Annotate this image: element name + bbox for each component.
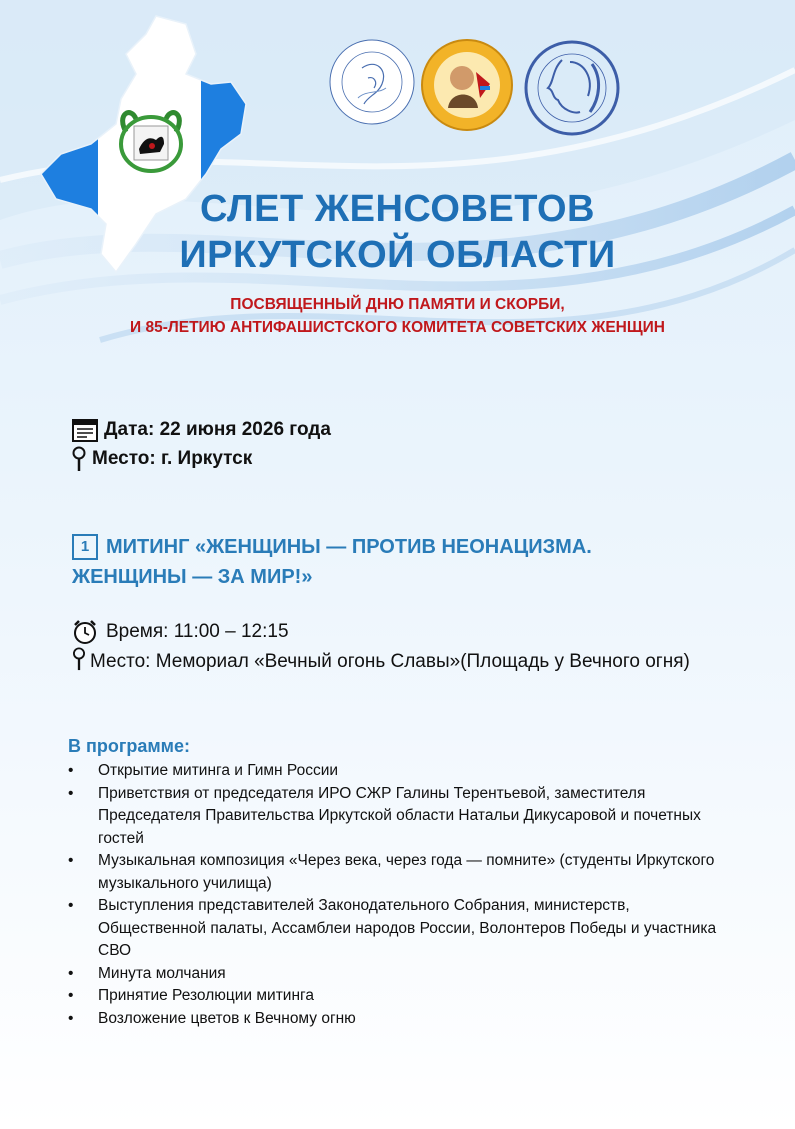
location-pin-icon: [72, 647, 86, 671]
list-item: • Минута молчания: [68, 963, 718, 986]
event-place: [72, 446, 252, 472]
alarm-clock-icon: [72, 619, 98, 645]
list-item: • Приветствия от председателя ИРО СЖР Галины Терентьевой, заместителя Председателя Правительства Иркутской области Натальи Дикусаровой и почетных гостей: [68, 783, 718, 851]
section-1-time: [72, 618, 752, 645]
page-title-line-1: СЛЕТ ЖЕНСОВЕТОВ: [199, 188, 595, 230]
list-item: • Возложение цветов к Вечному огню: [68, 1008, 718, 1031]
list-item: • Выступления представителей Законодательного Собрания, министерств, Общественной палаты, Ассамблеи народов России, Волонтеров Победы и участника СВО: [68, 895, 718, 963]
subtitle-line-2: И 85-ЛЕТИЮ АНТИФАШИСТСКОГО КОМИТЕТА СОВЕТСКИХ ЖЕНЩИН: [130, 319, 665, 336]
woman-profile-icon: [522, 38, 622, 138]
subtitle-line-1: ПОСВЯЩЕННЫЙ ДНЮ ПАМЯТИ И СКОРБИ,: [230, 296, 565, 313]
page-title-line-2: ИРКУТСКОЙ ОБЛАСТИ: [179, 234, 616, 276]
woman-portrait-icon: [420, 38, 514, 132]
section-1-time-text: Время: 11:00 – 12:15: [106, 621, 289, 642]
section-1-title: [72, 532, 712, 592]
calendar-icon: [72, 418, 98, 442]
woman-profile-sketch-icon: [328, 38, 416, 126]
list-item: • Принятие Резолюции митинга: [68, 985, 718, 1008]
location-pin-icon: [72, 446, 86, 472]
section-1-place: [72, 647, 752, 675]
section-1-title-line-2: ЖЕНЩИНЫ — ЗА МИР!»: [72, 566, 313, 588]
list-item: • Музыкальная композиция «Через века, через года — помните» (студенты Иркутского музыкального училища): [68, 850, 718, 895]
program-heading: В программе:: [68, 736, 191, 756]
program-list: [68, 760, 718, 1030]
section-number-badge: 1: [72, 534, 98, 560]
list-item: • Открытие митинга и Гимн России: [68, 760, 718, 783]
section-1-title-line-1: МИТИНГ «ЖЕНЩИНЫ — ПРОТИВ НЕОНАЦИЗМА.: [106, 536, 592, 558]
section-1-place-text: Место: Мемориал «Вечный огонь Славы»(Площадь у Вечного огня): [90, 651, 690, 672]
event-date: [72, 418, 331, 442]
event-date-text: Дата: 22 июня 2026 года: [104, 419, 331, 440]
event-place-text: Место: г. Иркутск: [92, 448, 253, 469]
